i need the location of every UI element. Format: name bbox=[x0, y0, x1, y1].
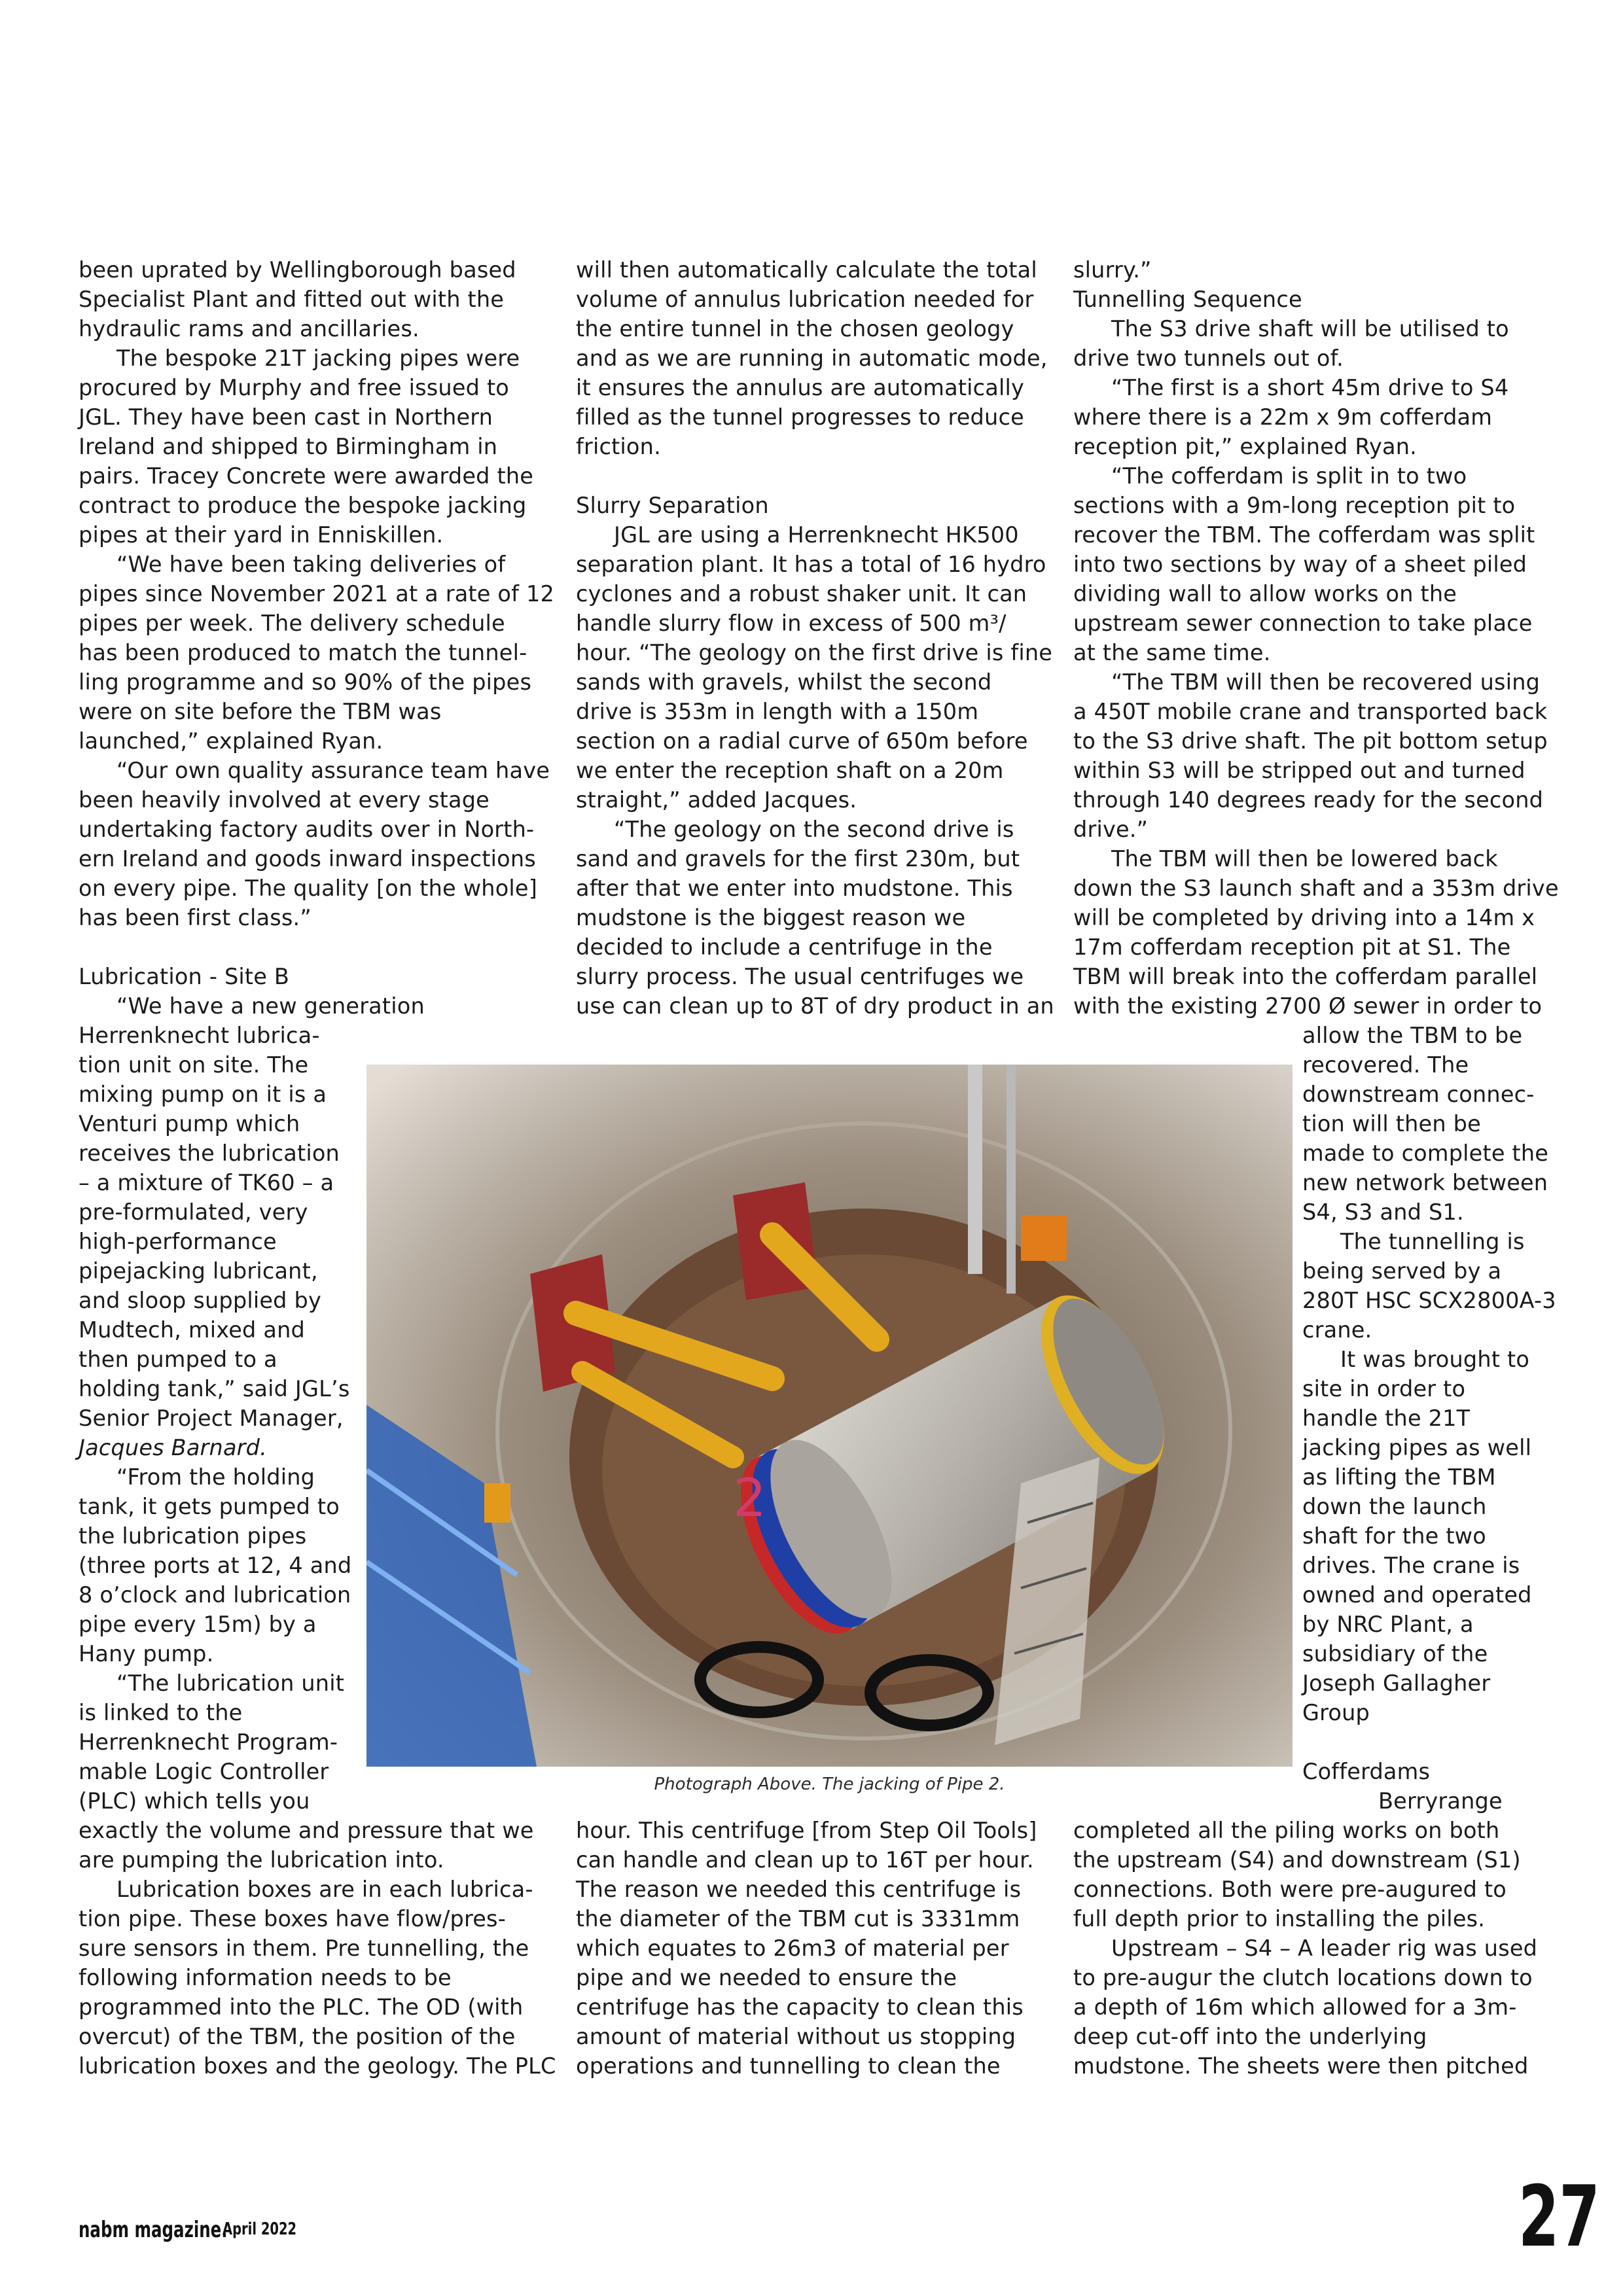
text-line: owned and operated bbox=[1302, 1582, 1532, 1608]
text-line: filled as the tunnel progresses to reduce bbox=[576, 404, 1024, 430]
text-line: is linked to the bbox=[79, 1700, 243, 1725]
text-line: procured by Murphy and free issued to bbox=[79, 375, 509, 400]
text-line: section on a radial curve of 650m before bbox=[576, 728, 1028, 754]
text-line: volume of annulus lubrication needed for bbox=[576, 287, 1034, 312]
text-line: which equates to 26m3 of material per bbox=[576, 1935, 1009, 1961]
text-line: “The lubrication unit bbox=[116, 1670, 345, 1696]
text-line: with the existing 2700 Ø sewer in order to bbox=[1073, 993, 1543, 1019]
text-line: friction. bbox=[576, 434, 661, 459]
text-line: on every pipe. The quality [on the whole] bbox=[79, 875, 538, 901]
text-line: crane. bbox=[1302, 1317, 1372, 1343]
text-line: The bespoke 21T jacking pipes were bbox=[116, 345, 520, 371]
text-line: tion will then be bbox=[1302, 1111, 1481, 1137]
text-line: receives the lubrication bbox=[79, 1140, 340, 1166]
text-line: “The geology on the second drive is bbox=[614, 817, 1014, 842]
text-line: ern Ireland and goods inward inspections bbox=[79, 846, 536, 872]
text-line: the upstream (S4) and downstream (S1) bbox=[1073, 1847, 1521, 1873]
text-line: upstream sewer connection to take place bbox=[1073, 610, 1533, 636]
text-line: handle slurry flow in excess of 500 m³/ bbox=[576, 610, 1007, 636]
text-line: slurry process. The usual centrifuges we bbox=[576, 964, 1024, 989]
section-heading: Slurry Separation bbox=[576, 493, 769, 518]
text-line: – a mixture of TK60 – a bbox=[79, 1170, 334, 1195]
text-line: Ireland and shipped to Birmingham in bbox=[79, 434, 498, 459]
text-line: drives. The crane is bbox=[1302, 1553, 1520, 1578]
text-line: amount of material without us stopping bbox=[576, 2024, 1016, 2049]
text-line: Mudtech, mixed and bbox=[79, 1317, 305, 1343]
text-line: pre-formulated, very bbox=[79, 1199, 308, 1225]
text-line: “Our own quality assurance team have bbox=[116, 758, 550, 783]
text-line: Lubrication boxes are in each lubrica- bbox=[116, 1877, 533, 1902]
text-line bbox=[79, 932, 556, 962]
text-line: The tunnelling is bbox=[1340, 1229, 1525, 1254]
text-line: has been produced to match the tunnel- bbox=[79, 640, 527, 665]
section-heading: Cofferdams bbox=[1302, 1759, 1431, 1784]
text-line: “The cofferdam is split in to two bbox=[1111, 463, 1467, 489]
text-line: drive two tunnels out of. bbox=[1073, 345, 1344, 371]
text-line: pipe and we needed to ensure the bbox=[576, 1965, 957, 1990]
text-line: are pumping the lubrication into. bbox=[79, 1847, 444, 1873]
text-line: hour. “The geology on the first drive is fine bbox=[576, 640, 1053, 665]
text-line: following information needs to be bbox=[79, 1965, 452, 1990]
text-line: through 140 degrees ready for the second bbox=[1073, 787, 1544, 813]
text-line: launched,” explained Ryan. bbox=[79, 728, 383, 754]
text-line: “We have been taking deliveries of bbox=[116, 552, 506, 577]
text-line: sand and gravels for the first 230m, but bbox=[576, 846, 1020, 872]
text-line: Hany pump. bbox=[79, 1641, 214, 1667]
text-line: being served by a bbox=[1302, 1258, 1502, 1284]
tbm-jacking-photo bbox=[366, 1065, 1293, 1767]
text-line: Joseph Gallagher bbox=[1302, 1670, 1491, 1696]
text-line: been heavily involved at every stage bbox=[79, 787, 490, 813]
text-line: lubrication boxes and the geology. The PLC bbox=[79, 2053, 556, 2079]
text-line: into two sections by way of a sheet piled bbox=[1073, 552, 1527, 577]
text-line: “The first is a short 45m drive to S4 bbox=[1111, 375, 1509, 400]
text-line: shaft for the two bbox=[1302, 1523, 1486, 1549]
text-line: within S3 will be stripped out and turned bbox=[1073, 758, 1525, 783]
text-line: operations and tunnelling to clean the bbox=[576, 2053, 1001, 2079]
text-line: deep cut-off into the underlying bbox=[1073, 2024, 1427, 2049]
text-line: subsidiary of the bbox=[1302, 1641, 1488, 1667]
text-line: programmed into the PLC. The OD (with bbox=[79, 1994, 524, 2020]
text-line: 8 o’clock and lubrication bbox=[79, 1582, 351, 1608]
column-3-text-narrow bbox=[1302, 1021, 1556, 1816]
text-line: and as we are running in automatic mode, bbox=[576, 345, 1048, 371]
text-line: pipes since November 2021 at a rate of 12 bbox=[79, 581, 554, 607]
text-line: pipes per week. The delivery schedule bbox=[79, 610, 505, 636]
text-line: Berryrange bbox=[1378, 1788, 1503, 1814]
text-line: will be completed by driving into a 14m x bbox=[1073, 905, 1535, 930]
section-heading: Tunnelling Sequence bbox=[1073, 287, 1302, 312]
text-line: pipe every 15m) by a bbox=[79, 1612, 317, 1637]
text-line: “From the holding bbox=[116, 1464, 315, 1490]
text-line: tion unit on site. The bbox=[79, 1052, 309, 1078]
shaft-illustration bbox=[366, 1065, 1293, 1767]
text-line: S4, S3 and S1. bbox=[1302, 1199, 1464, 1225]
text-line: undertaking factory audits over in North- bbox=[79, 817, 535, 842]
text-line: hydraulic rams and ancillaries. bbox=[79, 316, 419, 342]
text-line: cyclones and a robust shaker unit. It can bbox=[576, 581, 1027, 607]
column-2-text-bottom bbox=[576, 1816, 1037, 2081]
magazine-name: nabm magazine. bbox=[79, 2217, 228, 2243]
text-line: Upstream – S4 – A leader rig was used bbox=[1111, 1935, 1538, 1961]
column-3-text-bottom bbox=[1073, 1816, 1537, 2081]
text-line: where there is a 22m x 9m cofferdam bbox=[1073, 404, 1493, 430]
text-line: mable Logic Controller bbox=[79, 1759, 329, 1784]
text-line: centrifuge has the capacity to clean this bbox=[576, 1994, 1024, 2020]
text-line: tank, it gets pumped to bbox=[79, 1494, 340, 1519]
text-line: exactly the volume and pressure that we bbox=[79, 1818, 534, 1843]
text-line: slurry.” bbox=[1073, 257, 1152, 283]
text-line: connections. Both were pre-augured to bbox=[1073, 1877, 1507, 1902]
text-line: jacking pipes as well bbox=[1302, 1435, 1532, 1460]
text-line: reception pit,” explained Ryan. bbox=[1073, 434, 1418, 459]
text-line: can handle and clean up to 16T per hour. bbox=[576, 1847, 1034, 1873]
text-line: the entire tunnel in the chosen geology bbox=[576, 316, 1014, 342]
text-line: the lubrication pipes bbox=[79, 1523, 307, 1549]
text-line: as lifting the TBM bbox=[1302, 1464, 1496, 1490]
text-line: a 450T mobile crane and transported back bbox=[1073, 699, 1548, 724]
text-line: JGL are using a Herrenknecht HK500 bbox=[614, 522, 1019, 548]
text-line: to the S3 drive shaft. The pit bottom setup bbox=[1073, 728, 1548, 754]
text-line: decided to include a centrifuge in the bbox=[576, 934, 993, 960]
text-line: sands with gravels, whilst the second bbox=[576, 669, 992, 695]
text-line: separation plant. It has a total of 16 hydro bbox=[576, 552, 1046, 577]
text-line: recovered. The bbox=[1302, 1052, 1469, 1078]
text-line: a depth of 16m which allowed for a 3m- bbox=[1073, 1994, 1517, 2020]
text-line: Herrenknecht lubrica- bbox=[79, 1023, 320, 1048]
text-line: at the same time. bbox=[1073, 640, 1271, 665]
text-line: after that we enter into mudstone. This bbox=[576, 875, 1013, 901]
text-line: “We have a new generation bbox=[116, 993, 425, 1019]
text-line: Senior Project Manager, bbox=[79, 1405, 344, 1431]
text-line: high-performance bbox=[79, 1229, 277, 1254]
text-line: dividing wall to allow works on the bbox=[1073, 581, 1457, 607]
text-line: mudstone is the biggest reason we bbox=[576, 905, 966, 930]
text-line: handle the 21T bbox=[1302, 1405, 1471, 1431]
text-line: downstream connec- bbox=[1302, 1082, 1535, 1107]
text-line: The S3 drive shaft will be utilised to bbox=[1111, 316, 1509, 342]
section-heading: Lubrication - Site B bbox=[79, 964, 290, 989]
text-line: hour. This centrifuge [from Step Oil Tools] bbox=[576, 1818, 1037, 1843]
column-3-text-top bbox=[1073, 255, 1559, 1021]
text-line: then pumped to a bbox=[79, 1347, 277, 1372]
text-line: full depth prior to installing the piles. bbox=[1073, 1906, 1486, 1932]
text-line bbox=[576, 461, 1054, 491]
text-line: pipejacking lubricant, bbox=[79, 1258, 318, 1284]
text-line: “The TBM will then be recovered using bbox=[1111, 669, 1541, 695]
text-line: to pre-augur the clutch locations down to bbox=[1073, 1965, 1533, 1990]
text-line: site in order to bbox=[1302, 1376, 1466, 1402]
text-line: drive is 353m in length with a 150m bbox=[576, 699, 979, 724]
text-line: The TBM will then be lowered back bbox=[1111, 846, 1498, 872]
text-line: were on site before the TBM was bbox=[79, 699, 442, 724]
text-line: made to complete the bbox=[1302, 1140, 1549, 1166]
text-line bbox=[1302, 1727, 1556, 1757]
text-line: sure sensors in them. Pre tunnelling, the bbox=[79, 1935, 529, 1961]
text-line: holding tank,” said JGL’s bbox=[79, 1376, 350, 1402]
text-line: by NRC Plant, a bbox=[1302, 1612, 1474, 1637]
text-line: 280T HSC SCX2800A-3 bbox=[1302, 1288, 1556, 1313]
text-line-italic: Jacques Barnard. bbox=[79, 1435, 267, 1460]
text-line: completed all the piling works on both bbox=[1073, 1818, 1500, 1843]
text-line: Venturi pump which bbox=[79, 1111, 300, 1137]
column-2-text-top bbox=[576, 255, 1054, 1021]
text-line: (three ports at 12, 4 and bbox=[79, 1553, 352, 1578]
text-line: has been first class.” bbox=[79, 905, 312, 930]
text-line: we enter the reception shaft on a 20m bbox=[576, 758, 1004, 783]
text-line: overcut) of the TBM, the position of the bbox=[79, 2024, 516, 2049]
text-line: Specialist Plant and fitted out with the bbox=[79, 287, 505, 312]
text-line: Herrenknecht Program- bbox=[79, 1729, 338, 1755]
text-line: TBM will break into the cofferdam parallel bbox=[1073, 964, 1538, 989]
text-line: been uprated by Wellingborough based bbox=[79, 257, 516, 283]
text-line: tion pipe. These boxes have flow/pres- bbox=[79, 1906, 506, 1932]
text-line: drive.” bbox=[1073, 817, 1149, 842]
text-line: mudstone. The sheets were then pitched bbox=[1073, 2053, 1529, 2079]
text-line: new network between bbox=[1302, 1170, 1548, 1195]
text-line: down the launch bbox=[1302, 1494, 1487, 1519]
text-line: The reason we needed this centrifuge is bbox=[576, 1877, 1022, 1902]
text-line: contract to produce the bespoke jacking bbox=[79, 493, 527, 518]
text-line: ling programme and so 90% of the pipes bbox=[79, 669, 532, 695]
text-line: will then automatically calculate the total bbox=[576, 257, 1037, 283]
issue-date: April 2022 bbox=[223, 2219, 297, 2239]
text-line: use can clean up to 8T of dry product in an bbox=[576, 993, 1054, 1019]
text-line: 17m cofferdam reception pit at S1. The bbox=[1073, 934, 1511, 960]
pipe-marking: 2 bbox=[733, 1468, 766, 1528]
text-line: pairs. Tracey Concrete were awarded the bbox=[79, 463, 534, 489]
text-line: the diameter of the TBM cut is 3331mm bbox=[576, 1906, 1020, 1932]
text-line: and sloop supplied by bbox=[79, 1288, 321, 1313]
text-line: pipes at their yard in Enniskillen. bbox=[79, 522, 444, 548]
text-line: sections with a 9m-long reception pit to bbox=[1073, 493, 1516, 518]
text-line: allow the TBM to be bbox=[1302, 1023, 1523, 1048]
page-number: 27 bbox=[1518, 2168, 1600, 2266]
text-line: down the S3 launch shaft and a 353m drive bbox=[1073, 875, 1559, 901]
text-line: JGL. They have been cast in Northern bbox=[79, 404, 493, 430]
text-line: It was brought to bbox=[1340, 1347, 1530, 1372]
text-line: straight,” added Jacques. bbox=[576, 787, 857, 813]
text-line: recover the TBM. The cofferdam was split bbox=[1073, 522, 1535, 548]
text-line: (PLC) which tells you bbox=[79, 1788, 310, 1814]
text-line: mixing pump on it is a bbox=[79, 1082, 327, 1107]
text-line: it ensures the annulus are automatically bbox=[576, 375, 1025, 400]
photo-caption: Photograph Above. The jacking of Pipe 2. bbox=[654, 1775, 1005, 1794]
text-line: Group bbox=[1302, 1700, 1370, 1725]
